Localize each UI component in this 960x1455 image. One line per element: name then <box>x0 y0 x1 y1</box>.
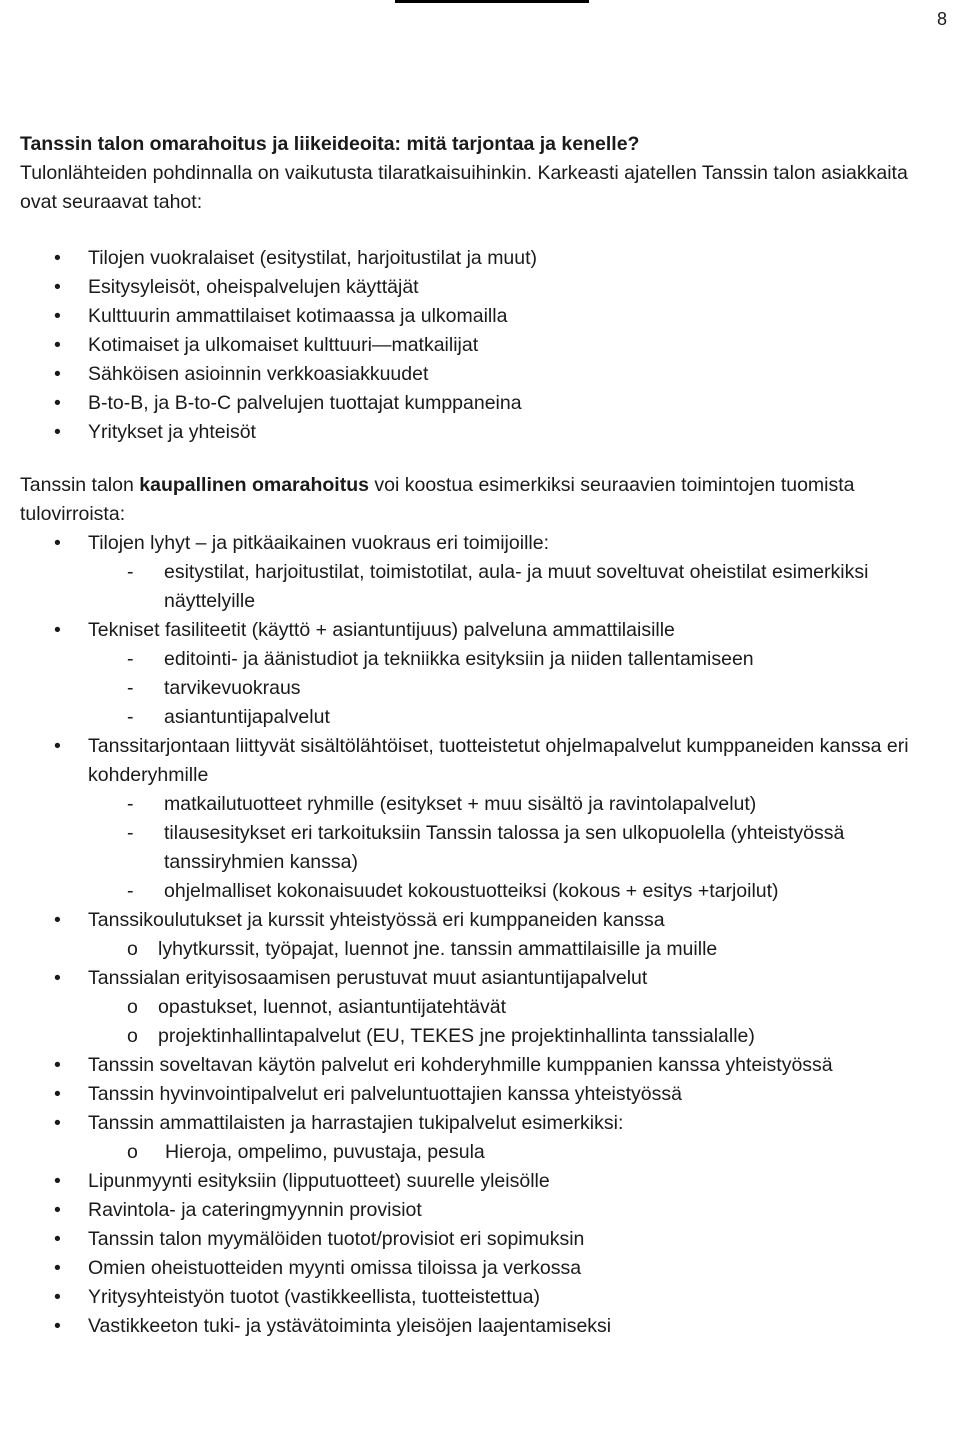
sub-item-text: lyhytkurssit, työpajat, luennot jne. tanssin ammattilaisille ja muille <box>158 938 718 960</box>
list-item: • Tanssitarjontaan liittyvät sisältölähtöiset, tuotteistetut ohjelmapalvelut kumppaneiden kanssa eri kohderyhmille <box>20 732 940 790</box>
list-item: • Vastikkeeton tuki- ja ystävätoiminta yleisöjen laajentamiseksi <box>20 1312 940 1341</box>
dash-marker: - <box>127 793 134 815</box>
dash-marker: - <box>127 677 134 699</box>
list-item: • Kotimaiset ja ulkomaiset kulttuuri—matkailijat <box>20 331 940 360</box>
page-number: 8 <box>937 9 948 29</box>
sub-item <box>20 993 940 1022</box>
sub-item-text: matkailutuotteet ryhmille (esitykset + muu sisältö ja ravintolapalvelut) <box>164 793 757 815</box>
income-intro-paragraph <box>20 471 940 529</box>
sub-item <box>20 877 940 906</box>
sub-item <box>20 1022 940 1051</box>
list-item: • Yritysyhteistyön tuotot (vastikkeellista, tuotteistettua) <box>20 1283 940 1312</box>
circle-marker: o <box>127 938 138 960</box>
circle-marker: o <box>127 996 138 1018</box>
sub-item-text: tilausesitykset eri tarkoituksiin Tanssin talossa ja sen ulkopuolella (yhteistyössä tanssiryhmien kanssa) <box>164 822 845 873</box>
section-heading: Tanssin talon omarahoitus ja liikeideoita: mitä tarjontaa ja kenelle? <box>20 133 640 155</box>
sub-item-text: editointi- ja äänistudiot ja tekniikka esityksiin ja niiden tallentamiseen <box>164 648 754 670</box>
list-item: • Sähköisen asioinnin verkkoasiakkuudet <box>20 360 940 389</box>
sub-item-text: ohjelmalliset kokonaisuudet kokoustuotteiksi (kokous + esitys +tarjoilut) <box>164 880 779 902</box>
sub-item <box>20 703 940 732</box>
list-item: • Ravintola- ja cateringmyynnin provisiot <box>20 1196 940 1225</box>
list-item: • Tanssin hyvinvointipalvelut eri palveluntuottajien kanssa yhteistyössä <box>20 1080 940 1109</box>
income-section <box>20 471 940 1341</box>
list-item: • Tekniset fasiliteetit (käyttö + asiantuntijuus) palveluna ammattilaisille <box>20 616 940 645</box>
clients-list <box>20 244 940 447</box>
sub-item <box>20 645 940 674</box>
sub-item-text: esitystilat, harjoitustilat, toimistotilat, aula- ja muut soveltuvat oheistilat esimerkiksi näyttelyille <box>164 561 869 612</box>
dash-marker: - <box>127 561 134 583</box>
income-intro-text: voi koostua esimerkiksi seuraavien toimintojen tuomista tulovirroista: <box>20 474 855 525</box>
circle-marker: o <box>127 1141 138 1163</box>
list-item: • Tanssialan erityisosaamisen perustuvat muut asiantuntijapalvelut <box>20 964 940 993</box>
sub-item <box>20 935 940 964</box>
sub-item-text: opastukset, luennot, asiantuntijatehtävät <box>158 996 506 1018</box>
income-intro-text: Tanssin talon <box>20 474 140 496</box>
list-item: • Tilojen lyhyt – ja pitkäaikainen vuokraus eri toimijoille: <box>20 529 940 558</box>
sub-item-text: projektinhallintapalvelut (EU, TEKES jne projektinhallinta tanssialalle) <box>158 1025 755 1047</box>
list-item: • Tilojen vuokralaiset (esitystilat, harjoitustilat ja muut) <box>20 244 940 273</box>
income-list <box>20 529 940 1341</box>
list-item: • Kulttuurin ammattilaiset kotimaassa ja ulkomailla <box>20 302 940 331</box>
list-item: • B-to-B, ja B-to-C palvelujen tuottajat kumppaneina <box>20 389 940 418</box>
sub-item <box>20 1138 940 1167</box>
list-item: • Tanssin ammattilaisten ja harrastajien tukipalvelut esimerkiksi: <box>20 1109 940 1138</box>
income-intro-bold: kaupallinen omarahoitus <box>139 474 369 496</box>
intro-block <box>20 130 940 217</box>
sub-item-text: tarvikevuokraus <box>164 677 301 699</box>
list-item: • Esitysyleisöt, oheispalvelujen käyttäjät <box>20 273 940 302</box>
dash-marker: - <box>127 648 134 670</box>
sub-item-text: asiantuntijapalvelut <box>164 706 330 728</box>
dash-marker: - <box>127 706 134 728</box>
top-rule <box>395 0 589 3</box>
dash-marker: - <box>127 880 134 902</box>
list-item: • Yritykset ja yhteisöt <box>20 418 940 447</box>
sub-item <box>20 819 940 877</box>
sub-item <box>20 674 940 703</box>
intro-paragraph: Tulonlähteiden pohdinnalla on vaikutusta tilaratkaisuihinkin. Karkeasti ajatellen Tanssin talon asiakkaita ovat seuraavat tahot: <box>20 162 908 213</box>
circle-marker: o <box>127 1025 138 1047</box>
list-item: • Omien oheistuotteiden myynti omissa tiloissa ja verkossa <box>20 1254 940 1283</box>
list-item: • Tanssin soveltavan käytön palvelut eri kohderyhmille kumppanien kanssa yhteistyössä <box>20 1051 940 1080</box>
list-item: • Lipunmyynti esityksiin (lipputuotteet) suurelle yleisölle <box>20 1167 940 1196</box>
dash-marker: - <box>127 822 134 844</box>
sub-item <box>20 558 940 616</box>
list-item: • Tanssikoulutukset ja kurssit yhteistyössä eri kumppaneiden kanssa <box>20 906 940 935</box>
list-item: • Tanssin talon myymälöiden tuotot/provisiot eri sopimuksin <box>20 1225 940 1254</box>
sub-item-text: Hieroja, ompelimo, puvustaja, pesula <box>165 1141 485 1163</box>
sub-item <box>20 790 940 819</box>
